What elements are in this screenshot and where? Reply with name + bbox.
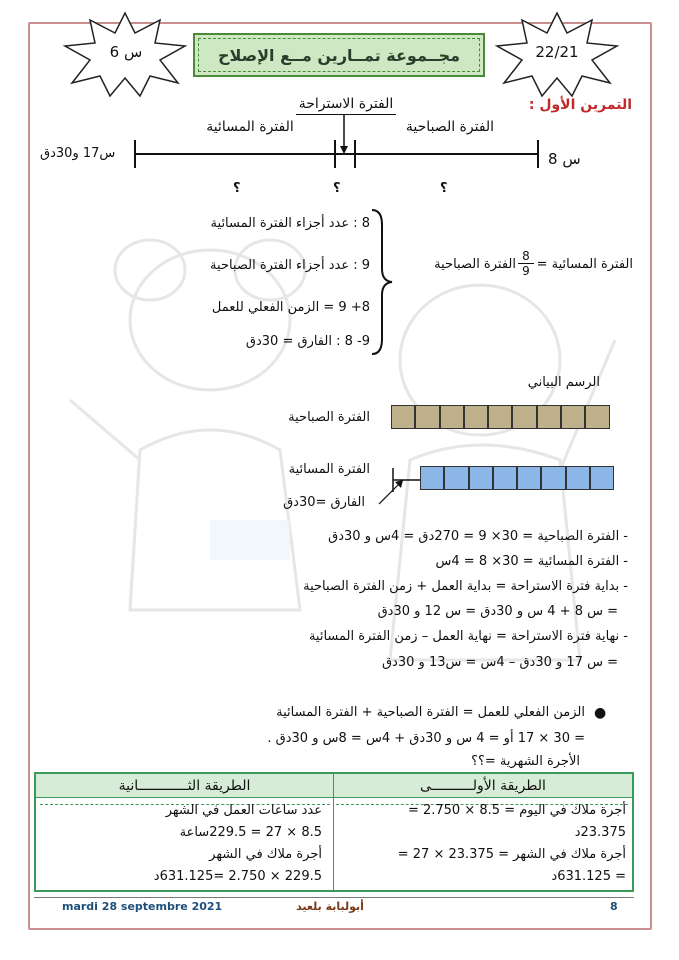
evening-bar-segment — [566, 466, 590, 490]
brace-item-2: 9 : عدد أجزاء الفترة الصباحية — [210, 258, 370, 273]
solution-line-5: - نهاية فترة الاستراحة = نهاية العمل – زمن الفترة المسائية — [308, 629, 628, 644]
effective-time-line-2: = 30 × 17 أو = 4 س و 30دق + 4س = 8س و 30دق . — [267, 731, 585, 746]
title-banner-border — [198, 38, 480, 72]
right-badge-text: 22/21 — [535, 43, 579, 61]
ratio-numerator: 8 — [522, 249, 530, 263]
morning-bar-segment — [464, 405, 488, 429]
bullet-dot: ● — [594, 705, 607, 721]
table-divider — [333, 774, 334, 890]
page-title: مجــموعة تمــارين مــع الإصلاح — [217, 45, 461, 65]
method-first-line-2: 23.375د — [574, 825, 626, 840]
exercise-heading: التمرين الأول : — [528, 97, 632, 113]
right-brace — [368, 207, 398, 357]
method-second-line-1: عدد ساعات العمل في الشهر — [165, 803, 322, 818]
morning-bar-segment — [391, 405, 415, 429]
method-first-line-1: أجرة ملاك في اليوم = 8.5 × 2.750 = — [407, 803, 626, 818]
evening-bar-segment — [469, 466, 493, 490]
footer-author: أبولبابة بلعيد — [296, 900, 364, 913]
rest-period-label: الفترة الاستراحة — [298, 96, 394, 112]
ratio-fraction — [518, 249, 534, 278]
timeline — [130, 112, 550, 172]
method-first-line-3: أجرة ملاك في الشهر = 23.375 × 27 = — [397, 847, 626, 862]
start-time-label: س 8 — [548, 150, 581, 168]
morning-bar-segment — [512, 405, 536, 429]
title-banner — [193, 33, 485, 77]
methods-table — [34, 772, 634, 892]
method-first-title: الطريقة الأولــــــــــى — [420, 777, 546, 794]
question-mark-morning: ؟ — [440, 181, 448, 196]
solution-line-4: = س 8 + 4 س و 30دق = س 12 و 30دق — [377, 604, 618, 619]
evening-bar-segment — [493, 466, 517, 490]
evening-bar-segment — [444, 466, 468, 490]
ratio-denominator: 9 — [518, 263, 534, 278]
brace-item-1: 8 : عدد أجزاء الفترة المسائية — [210, 216, 370, 231]
footer-date: mardi 28 septembre 2021 — [62, 900, 223, 913]
evening-period-label: الفترة المسائية — [206, 119, 294, 135]
method-second-header — [36, 774, 333, 798]
graph-title: الرسم البياني — [527, 375, 600, 390]
solution-line-6: = س 17 و 30دق – 4س = س13 و 30دق — [381, 655, 618, 670]
difference-marker — [345, 462, 425, 522]
method-second-line-4: 229.5 × 2.750 =631.125د — [153, 869, 322, 884]
brace-item-4: 9- 8 : الفارق = 30دق — [245, 334, 370, 349]
evening-bar-segment — [517, 466, 541, 490]
evening-bar-segment — [420, 466, 444, 490]
footer-rule — [34, 897, 634, 898]
evening-bar-segment — [590, 466, 614, 490]
evening-bar — [420, 466, 614, 490]
wage-question: الأجرة الشهرية =؟؟ — [471, 754, 580, 769]
method-second-line-3: أجرة ملاك في الشهر — [209, 847, 322, 862]
morning-bar-segment — [440, 405, 464, 429]
question-mark-evening: ؟ — [233, 181, 241, 196]
evening-bar-segment — [541, 466, 565, 490]
morning-bar — [391, 405, 610, 429]
morning-bar-segment — [585, 405, 609, 429]
solution-line-3: - بداية فترة الاستراحة = بداية العمل + زمن الفترة الصباحية — [303, 579, 628, 594]
ratio-left-text: الفترة المسائية = — [536, 257, 633, 272]
graph-evening-label: الفترة المسائية — [288, 462, 370, 477]
end-time-label: س17 و30دق — [40, 146, 116, 161]
left-badge-text: س 6 — [109, 43, 143, 61]
morning-bar-segment — [537, 405, 561, 429]
morning-bar-segment — [415, 405, 439, 429]
method-first-line-4: = 631.125د — [551, 869, 626, 884]
method-first-header — [334, 774, 632, 798]
method-second-title: الطريقة الثــــــــــــانية — [118, 777, 251, 794]
difference-label: الفارق =30دق — [283, 495, 365, 510]
solution-line-1: - الفترة الصباحية = 30× 9 = 270دق = 4س و 30دق — [328, 529, 628, 544]
ratio-right-text: الفترة الصباحية — [434, 257, 516, 272]
effective-time-line-1: الزمن الفعلي للعمل = الفترة الصباحية + الفترة المسائية — [276, 705, 585, 720]
graph-morning-label: الفترة الصباحية — [288, 410, 370, 425]
morning-bar-segment — [561, 405, 585, 429]
morning-period-label: الفترة الصباحية — [405, 119, 495, 135]
footer-page-number: 8 — [610, 900, 618, 913]
brace-item-3: 8+ 9 = الزمن الفعلي للعمل — [211, 300, 370, 315]
question-mark-rest: ؟ — [333, 181, 341, 196]
method-second-line-2: 8.5 × 27 = 229.5ساعة — [179, 825, 322, 840]
solution-line-2: - الفترة المسائية = 30× 8 = 4س — [435, 554, 628, 569]
morning-bar-segment — [488, 405, 512, 429]
